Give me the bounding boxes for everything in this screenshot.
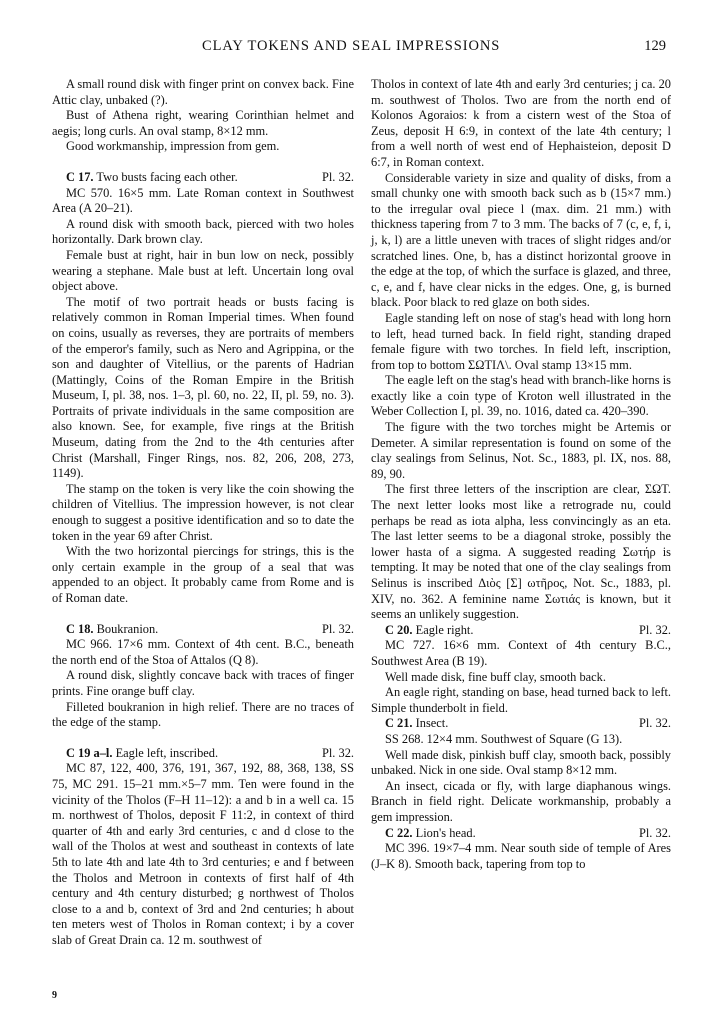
paragraph: With the two horizontal piercings for strings, this is the only certain example in the group of a seal that was appended to an object. It probably came from Rome and is of Roman date. [52, 544, 354, 605]
inventory-line: MC 966. 17×6 mm. Context of 4th cent. B.C., beneath the north end of the Stoa of Attalos (Q 8). [52, 637, 354, 667]
paragraph: Bust of Athena right, wearing Corinthian helmet and aegis; long curls. An oval stamp, 8×12 mm. [52, 108, 354, 138]
running-title: CLAY TOKENS AND SEAL IMPRESSIONS [202, 38, 501, 54]
entry-heading-c18 [52, 622, 354, 638]
paragraph: An eagle right, standing on base, head turned back to left. Simple thunderbolt in field. [371, 685, 671, 715]
entry-title: Insect. [415, 716, 449, 731]
left-column [52, 77, 354, 948]
entry-label: C 21. [385, 716, 413, 731]
inventory-line: MC 570. 16×5 mm. Late Roman context in Southwest Area (A 20–21). [52, 185, 354, 216]
entry-label: C 18. [66, 621, 94, 636]
entry-heading-c19 [52, 746, 354, 762]
signature-mark: 9 [52, 990, 57, 1001]
entry-title: Boukranion. [96, 621, 159, 636]
plate-ref: Pl. 32. [321, 745, 354, 760]
running-header [52, 38, 670, 58]
paragraph: A round disk with smooth back, pierced with two holes horizontally. Dark brown clay. [52, 216, 354, 247]
paragraph: Good workmanship, impression from gem. [66, 139, 280, 154]
page-number: 129 [644, 38, 666, 54]
plate-ref: Pl. 32. [321, 169, 354, 184]
paragraph: The figure with the two torches might be Artemis or Demeter. A similar representation is found on some of the clay sealings from Selinus, Not. Sc., 1883, pl. IX, nos. 88, 89, 90. [371, 420, 671, 481]
entry-title: Eagle left, inscribed. [115, 745, 219, 760]
paragraph: An insect, cicada or fly, with large diaphanous wings. Branch in field right. Delicate workmanship, probably a gem impression. [371, 778, 671, 824]
entry-label: C 22. [385, 825, 413, 840]
right-column [371, 77, 671, 872]
paragraph: Filleted boukranion in high relief. There are no traces of the edge of the stamp. [52, 699, 354, 730]
inventory-line: MC 396. 19×7–4 mm. Near south side of temple of Ares (J–K 8). Smooth back, tapering from top to [371, 841, 671, 871]
plate-ref: Pl. 32. [321, 621, 354, 636]
entry-title: Lion's head. [415, 825, 476, 840]
entry-title: Eagle right. [415, 622, 474, 637]
inventory-line: MC 727. 16×6 mm. Context of 4th century B.C., Southwest Area (B 19). [371, 638, 671, 668]
entry-heading-c20 [371, 623, 671, 639]
paragraph: The first three letters of the inscription are clear, ΣΩΤ. The next letter looks most like a retrograde nu, could perhaps be read as iota alpha, less convincingly as an eta. The last letter seems to be a diagonal stroke, possibly the lower hasta of a sigma. A suggested reading Σωτήρ is tempting. It may be noted that one of the clay sealings from Selinus is inscribed Διὸς [Σ] ωτῆρος, Not. Sc., 1883, pl. XIV, no. 362. A feminine name Σωτιάς is known, but it seems an unlikely suggestion. [371, 482, 671, 622]
plate-ref: Pl. 32. [638, 716, 671, 731]
plate-ref: Pl. 32. [638, 622, 671, 637]
entry-heading-c21 [371, 716, 671, 732]
entry-label: C 20. [385, 622, 413, 637]
paragraph: The stamp on the token is very like the coin showing the children of Vitellius. The impression however, is not clear enough to suggest a positive identification and so to date the token in the year 69 after Christ. [52, 481, 354, 543]
plate-ref: Pl. 32. [638, 825, 671, 840]
entry-title: Two busts facing each other. [96, 169, 238, 184]
paragraph: Well made disk, pinkish buff clay, smooth back, possibly unbaked. Nick in one side. Oval stamp 8×12 mm. [371, 747, 671, 778]
paragraph: A small round disk with finger print on convex back. Fine Attic clay, unbaked (?). [52, 77, 354, 107]
paragraph: Eagle standing left on nose of stag's head with long horn to left, head turned back. In field right, standing draped female figure with two torches. In field left, inscription, from top to bottom ΣΩΤΙΛ\. Oval stamp 13×15 mm. [371, 310, 671, 372]
paragraph: Considerable variety in size and quality of disks, from a small chunky one with smooth back such as b (15×7 mm.) to the irregular oval piece l (max. dim. 21 mm.) with thickness tapering from 7 to 3 mm. The backs of 7 (c, e, f, i, j, k, l) are a little uneven with traces of slight ridges and/or scratched lines. One, b, has a distinct horizontal groove in the edge at the top, of which the surface is glazed, and three, c, e, and f, have clear nicks in the edges. One, g, is burned black. Poor black to red glaze on both sides. [371, 170, 671, 310]
paragraph: A round disk, slightly concave back with traces of finger prints. Fine orange buff clay. [52, 668, 354, 698]
paragraph: Tholos in context of late 4th and early 3rd centuries; j ca. 20 m. southwest of Tholos. Two are from the north end of Kolonos Agoraios: k from a cistern west of the Stoa of Zeus, deposit H 6:9, in context of the late 4th century; l from a well north of west end of Hephaisteion, deposit D 6:7, in Roman context. [371, 77, 671, 169]
entry-heading-c17 [52, 170, 354, 186]
inventory-line: MC 87, 122, 400, 376, 191, 367, 192, 88, 368, 138, SS 75, MC 291. 15–21 mm.×5–7 mm. Ten were found in the vicinity of the Tholos (F–H 11–12): a and b in a well ca. 15 m. northwest of Tholos, deposit F 11:2, in context of third quarter of 4th and early 3rd centuries, c and d close to the wall of the Tholos at west and southeast in contexts of late 5th to late 4th and late 4th to 3rd centuries; e and f between the Tholos and Metroon in contexts of first half of 4th century and 4th century disturbed; g northwest of Tholos close to a and b, context of 3rd and 2nd centuries; h about ten meters west of Tholos in Roman context; i by a cover slab of Great Drain ca. 12 m. southwest of [52, 761, 354, 947]
paragraph: Female bust at right, hair in bun low on neck, possibly wearing a stephane. Male bust at left. Uncertain long oval object above. [52, 247, 354, 294]
entry-label: C 17. [66, 169, 94, 184]
entry-heading-c22 [371, 826, 671, 842]
inventory-line: SS 268. 12×4 mm. Southwest of Square (G 13). [385, 731, 623, 746]
paragraph: The motif of two portrait heads or busts facing is relatively common in Roman Imperial times. When found on coins, usually as reverses, they are portraits of members of the emperor's family, such as Nero and Agrippina, or the son and daughter of Vitellius, or the parents of Hadrian (Mattingly, Coins of the Roman Empire in the British Museum, I, pl. 38, nos. 1–3, pl. 60, no. 22, II, pl. 59, no. 3). Portraits of private individuals in the same composition are also known. See, for example, five rings at the British Museum, dating from the 2nd to the 4th centuries after Christ (Marshall, Finger Rings, nos. 82, 206, 208, 273, 1149). [52, 294, 354, 481]
paragraph: Well made disk, fine buff clay, smooth back. [385, 669, 606, 684]
entry-label: C 19 a–l. [66, 745, 113, 760]
paragraph: The eagle left on the stag's head with branch-like horns is exactly like a coin type of Kroton well illustrated in the Weber Collection I, pl. 39, no. 1016, dated ca. 420–390. [371, 373, 671, 419]
